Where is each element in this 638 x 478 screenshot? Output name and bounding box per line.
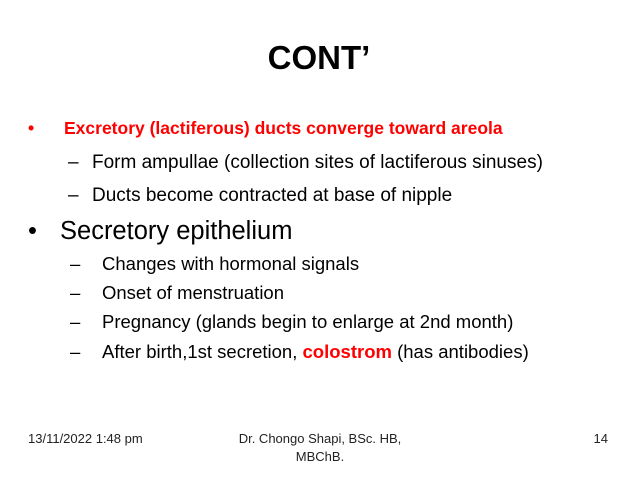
subitem-prefix: After birth,1st secretion, (102, 341, 303, 362)
subitem-text: Ducts become contracted at base of nipple (92, 185, 453, 206)
dash-marker: – (70, 253, 81, 274)
footer-author-line2: MBChB. (295, 449, 345, 464)
dash-marker: – (70, 282, 81, 303)
footer-author (220, 430, 420, 466)
dash-marker: – (70, 341, 81, 362)
subitem-suffix: (has antibodies) (391, 341, 529, 362)
dash-marker: – (70, 311, 81, 332)
subitem-text: Onset of menstruation (102, 282, 285, 303)
subitem-text: Changes with hormonal signals (102, 253, 360, 274)
subitem-text: Form ampullae (collection sites of lactiferous sinuses) (92, 152, 543, 173)
footer-page-number: 14 (593, 431, 608, 446)
colostrom-highlight: colostrom (302, 341, 392, 362)
footer-author-line1: Dr. Chongo Shapi, BSc. HB, (238, 431, 402, 446)
footer-date: 13/11/2022 1:48 pm (28, 431, 143, 446)
slide-title: CONT’ (267, 39, 371, 76)
subitem-text (102, 340, 529, 364)
bullet-text: Secretory epithelium (60, 217, 293, 245)
dash-marker: – (68, 185, 79, 206)
bullet-marker: • (28, 118, 35, 138)
dash-marker: – (68, 152, 79, 173)
bullet-marker: • (28, 217, 37, 245)
subitem-text: Pregnancy (glands begin to enlarge at 2nd month) (102, 311, 514, 332)
bullet-text: Excretory (lactiferous) ducts converge toward areola (64, 118, 503, 138)
